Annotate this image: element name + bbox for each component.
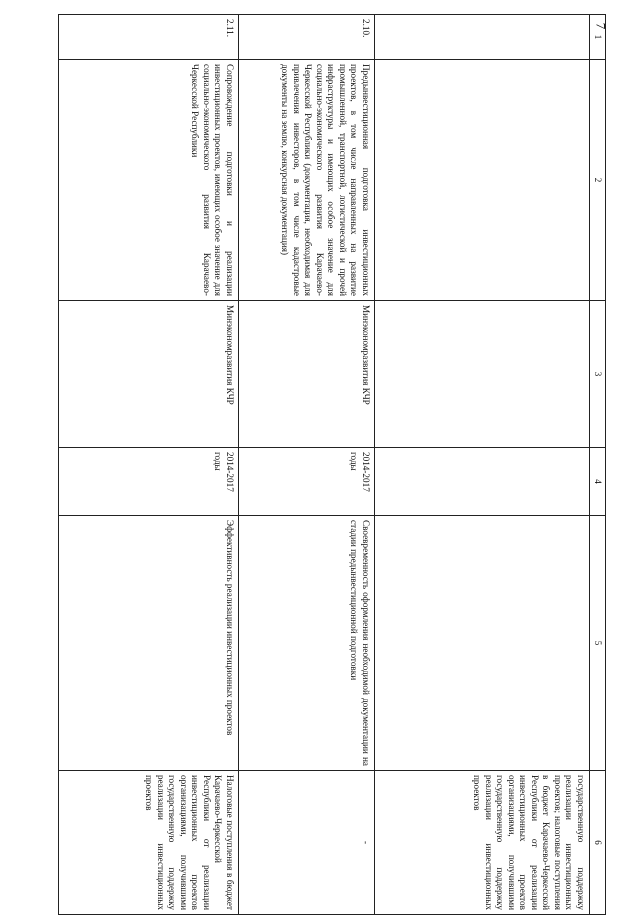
table-row: [238, 15, 374, 915]
term: 2014-2017 годы: [238, 448, 374, 516]
header-col-5: 5: [589, 516, 605, 771]
expected-result: [375, 516, 590, 771]
header-col-6: 6: [589, 771, 605, 915]
page-number: 7: [593, 22, 609, 30]
header-col-3: 3: [589, 301, 605, 448]
executor: Минэкономразвития КЧР: [59, 301, 239, 448]
indicator-relation: Налоговые поступления в бюджет Карачаево-Черкесской Республики от реализации инвестиционных проектов организациями, получившими государственную поддержку реализации инвестиционных проектов: [59, 771, 239, 915]
row-number: 2.11.: [59, 15, 239, 60]
expected-result: Эффективность реализации инвестиционных проектов: [59, 516, 239, 771]
expected-result: Своевременность оформления необходимой документации на стадии предынвестиционной подготовки: [238, 516, 374, 771]
row-number: [375, 15, 590, 60]
header-col-1: 1: [589, 15, 605, 60]
header-col-4: 4: [589, 448, 605, 516]
row-number: 2.10.: [238, 15, 374, 60]
term: [375, 448, 590, 516]
executor: [375, 301, 590, 448]
table-row: [59, 15, 239, 915]
header-col-2: 2: [589, 60, 605, 301]
term: 2014-2017 годы: [59, 448, 239, 516]
measure-name: Сопровождение подготовки и реализации инвестиционных проектов, имеющих особое значение для социально-экономического развития Карачаево-Черкесской Республики: [59, 60, 239, 301]
measure-name: [375, 60, 590, 301]
executor: Минэкономразвития КЧР: [238, 301, 374, 448]
measures-table: [58, 14, 609, 915]
indicator-relation: государственную поддержку реализации инвестиционных проектов; налоговые поступления в бюджет Карачаево-Черкесской Республики от реализации инвестиционных проектов организациями, получившими государственную поддержку реализации инвестиционных проектов: [375, 771, 590, 915]
table-header-row: [589, 15, 605, 915]
measure-name: Предынвестиционная подготовка инвестиционных проектов, в том числе направленных на развитие промышленной, транспортной, логистической и прочей инфраструктуры и имеющих особое значение для социально-экономического развития Карачаево-Черкесской Республики (документация, необходимая для привлечения инвесторов, в том числе кадастровые документы на землю, конкурсная документация): [238, 60, 374, 301]
indicator-relation: -: [238, 771, 374, 915]
table-row: [375, 15, 590, 915]
